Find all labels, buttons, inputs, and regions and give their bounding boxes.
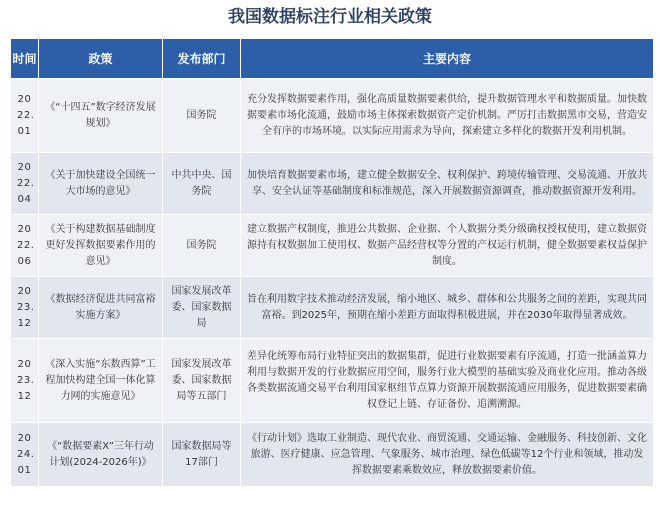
table-row — [11, 339, 654, 423]
row-time: 20 22. 04 — [11, 153, 39, 215]
row-content: 差异化统筹布局行业特征突出的数据集群，促进行业数据要素有序流通，打造一批涵盖算力利用与数据开发的行业数据应用空间，服务行业大模型的基础实验及商业化应用。推动各级各类数据流通交易平台利用国家枢纽节点算力资源开展数据流通应用服务，促进数据要素确权登记上链、存证备份、追溯溯源。 — [241, 339, 654, 423]
policy-table — [10, 38, 654, 487]
row-time: 20 23. 12 — [11, 277, 39, 339]
table-row — [11, 423, 654, 487]
row-time: 20 22. 06 — [11, 215, 39, 277]
header-policy: 政策 — [39, 39, 163, 79]
table-row — [11, 277, 654, 339]
row-policy: 《数据经济促进共同富裕实施方案》 — [39, 277, 163, 339]
row-department: 国务院 — [163, 79, 241, 153]
row-time: 20 22. 01 — [11, 79, 39, 153]
row-policy: 《“十四五”数字经济发展规划》 — [39, 79, 163, 153]
table-row — [11, 153, 654, 215]
table-row — [11, 215, 654, 277]
row-content: 加快培育数据要素市场，建立健全数据安全、权利保护、跨境传输管理、交易流通、开放共享、安全认证等基础制度和标准规范，深入开展数据资源调查，推动数据资源开发利用。 — [241, 153, 654, 215]
table-row — [11, 79, 654, 153]
row-policy: 《关于加快建设全国统一大市场的意见》 — [39, 153, 163, 215]
page-title: 我国数据标注行业相关政策 — [228, 7, 432, 27]
row-department: 国家发展改革委、国家数据局 — [163, 277, 241, 339]
row-time: 20 23. 12 — [11, 339, 39, 423]
row-content: 充分发挥数据要素作用，强化高质量数据要素供给，提升数据管理水平和数据质量。加快数据要素市场化流通，鼓励市场主体探索数据资产定价机制。严厉打击数据黑市交易，营造安全有序的市场环境。以实际应用需求为导向，探索建立多样化的数据开发利用机制。 — [241, 79, 654, 153]
row-department: 中共中央、国务院 — [163, 153, 241, 215]
row-time: 20 24. 01 — [11, 423, 39, 487]
row-department: 国家数据局等17部门 — [163, 423, 241, 487]
header-department: 发布部门 — [163, 39, 241, 79]
header-content: 主要内容 — [241, 39, 654, 79]
row-content: 旨在利用数字技术推动经济发展，缩小地区、城乡、群体和公共服务之间的差距，实现共同富裕。到2025年，预期在缩小差距方面取得积极进展，并在2030年取得显著成效。 — [241, 277, 654, 339]
row-policy: 《深入实施“东数西算”工程加快构建全国一体化算力网的实施意见》 — [39, 339, 163, 423]
row-policy: 《“数据要素X”三年行动计划(2024-2026年)》 — [39, 423, 163, 487]
row-content: 《行动计划》选取工业制造、现代农业、商贸流通、交通运输、金融服务、科技创新、文化旅游、医疗健康、应急管理、气象服务、城市治理、绿色低碳等12个行业和领域，推动发挥数据要素乘数效应，释放数据要素价值。 — [241, 423, 654, 487]
header-time: 时间 — [11, 39, 39, 79]
row-content: 建立数据产权制度，推进公共数据、企业据、个人数据分类分级确权授权使用，建立数据资源持有权数据加工使用权、数据产品经营权等分置的产权运行机制，健全数据要素权益保护制度。 — [241, 215, 654, 277]
row-policy: 《关于构建数据基础制度更好发挥数据要素作用的意见》 — [39, 215, 163, 277]
row-department: 国务院 — [163, 215, 241, 277]
row-department: 国家发展改革委、国家数据局等五部门 — [163, 339, 241, 423]
table-header-row — [11, 39, 654, 79]
